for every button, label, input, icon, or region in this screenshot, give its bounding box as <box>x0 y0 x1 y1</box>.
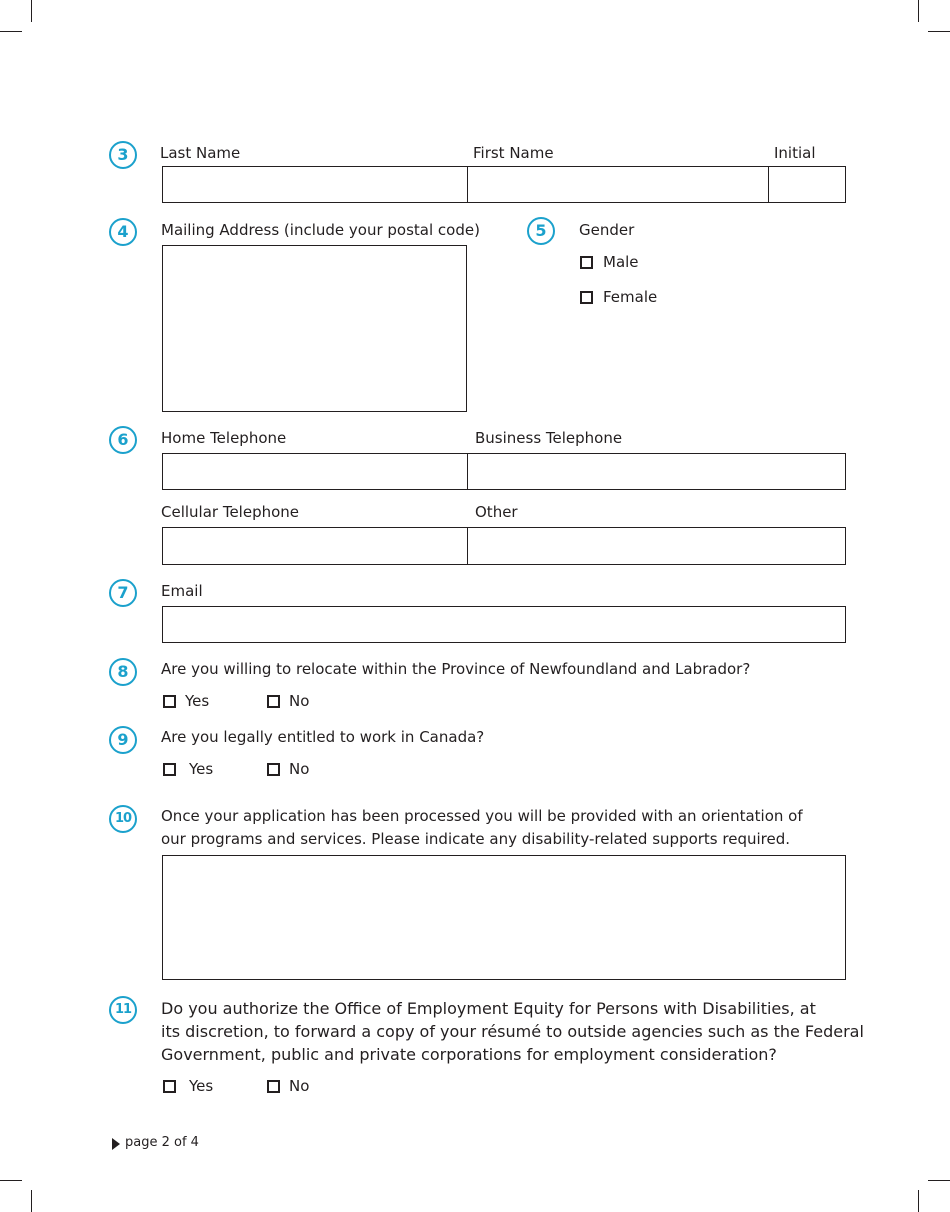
crop-mark <box>918 1190 919 1212</box>
mailing-address-field[interactable] <box>162 245 467 412</box>
relocate-question: Are you willing to relocate within the Province of Newfoundland and Labrador? <box>161 660 751 678</box>
authorize-yes-checkbox[interactable] <box>163 1080 176 1093</box>
initial-label: Initial <box>774 144 816 162</box>
authorize-question-line: its discretion, to forward a copy of your résumé to outside agencies such as the Federal <box>161 1022 864 1041</box>
entitled-yes-checkbox[interactable] <box>163 763 176 776</box>
question-number-4: 4 <box>109 218 137 246</box>
entitled-no-checkbox[interactable] <box>267 763 280 776</box>
authorize-question <box>161 997 864 1066</box>
crop-mark <box>928 31 950 32</box>
supports-field[interactable] <box>162 855 846 980</box>
entitled-no-label: No <box>289 760 310 778</box>
supports-question-line: our programs and services. Please indicate any disability-related supports required. <box>161 830 791 848</box>
business-telephone-label: Business Telephone <box>475 429 623 447</box>
email-field[interactable] <box>162 606 846 643</box>
cellular-telephone-field[interactable] <box>163 528 467 564</box>
female-label: Female <box>603 288 658 306</box>
authorize-question-line: Do you authorize the Office of Employment Equity for Persons with Disabilities, at <box>161 999 816 1018</box>
page-arrow-icon <box>112 1138 120 1150</box>
initial-field[interactable] <box>769 167 845 202</box>
other-telephone-label: Other <box>475 503 518 521</box>
authorize-yes-label: Yes <box>189 1077 214 1095</box>
entitled-question: Are you legally entitled to work in Canada? <box>161 728 485 746</box>
authorize-question-line: Government, public and private corporations for employment consideration? <box>161 1045 777 1064</box>
home-telephone-field[interactable] <box>163 454 467 489</box>
crop-mark <box>918 0 919 22</box>
male-checkbox[interactable] <box>580 256 593 269</box>
first-name-label: First Name <box>473 144 554 162</box>
crop-mark <box>31 1190 32 1212</box>
business-telephone-field[interactable] <box>468 454 845 489</box>
gender-label: Gender <box>579 221 635 239</box>
entitled-yes-label: Yes <box>189 760 214 778</box>
other-telephone-field[interactable] <box>468 528 845 564</box>
crop-mark <box>31 0 32 22</box>
email-label: Email <box>161 582 203 600</box>
crop-mark <box>0 31 22 32</box>
question-number-7: 7 <box>109 579 137 607</box>
question-number-10: 10 <box>109 805 137 833</box>
page-number: page 2 of 4 <box>125 1135 199 1150</box>
first-name-field[interactable] <box>468 167 768 202</box>
question-number-9: 9 <box>109 726 137 754</box>
home-telephone-label: Home Telephone <box>161 429 287 447</box>
question-number-11: 11 <box>109 996 137 1024</box>
crop-mark <box>928 1180 950 1181</box>
female-checkbox[interactable] <box>580 291 593 304</box>
supports-question-line: Once your application has been processed you will be provided with an orientation of <box>161 807 803 825</box>
cellular-telephone-label: Cellular Telephone <box>161 503 300 521</box>
question-number-3: 3 <box>109 141 137 169</box>
question-number-8: 8 <box>109 658 137 686</box>
supports-question <box>161 805 803 851</box>
relocate-no-checkbox[interactable] <box>267 695 280 708</box>
relocate-yes-label: Yes <box>185 692 210 710</box>
last-name-label: Last Name <box>160 144 241 162</box>
authorize-no-checkbox[interactable] <box>267 1080 280 1093</box>
last-name-field[interactable] <box>163 167 467 202</box>
crop-mark <box>0 1180 22 1181</box>
authorize-no-label: No <box>289 1077 310 1095</box>
relocate-no-label: No <box>289 692 310 710</box>
question-number-5: 5 <box>527 217 555 245</box>
male-label: Male <box>603 253 639 271</box>
question-number-6: 6 <box>109 426 137 454</box>
relocate-yes-checkbox[interactable] <box>163 695 176 708</box>
mailing-address-label: Mailing Address (include your postal code) <box>161 221 480 239</box>
